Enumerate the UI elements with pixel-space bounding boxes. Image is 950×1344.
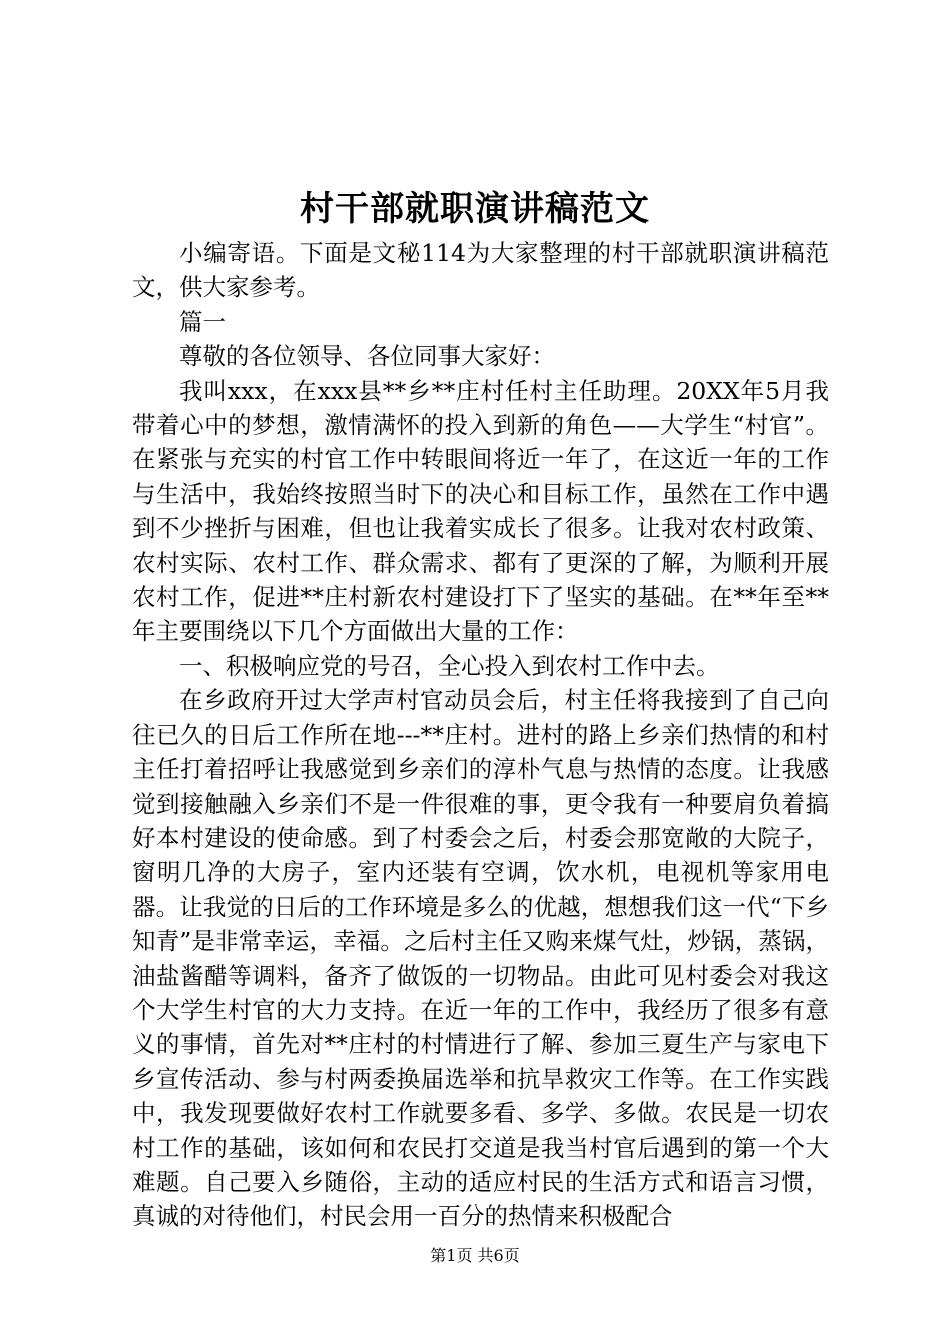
document-body bbox=[132, 236, 829, 1234]
paragraph-section-label: 篇一 bbox=[179, 307, 226, 336]
document-title: 村干部就职演讲稿范文 bbox=[300, 189, 650, 229]
paragraph-salutation: 尊敬的各位领导、各位同事大家好： bbox=[179, 342, 555, 371]
page-footer: 第1页 共6页 bbox=[430, 1246, 520, 1265]
paragraph-village-work: 在乡政府开过大学声村官动员会后，村主任将我接到了自己向往已久的日后工作所在地---**庄村。进村的路上乡亲们热情的和村主任打着招呼让我感觉到乡亲们的淳朴气息与热情的态度。让我感觉到接触融入乡亲们不是一件很难的事，更令我有一种要肩负着搞好本村建设的使命感。到了村委会之后，村委会那宽敞的大院子，窗明几净的大房子，室内还装有空调，饮水机，电视机等家用电器。让我觉的日后的工作环境是多么的优越，想想我们这一代“下乡知青”是非常幸运，幸福。之后村主任又购来煤气灶，炒锅，蒸锅，油盐酱醋等调料，备齐了做饭的一切物品。由此可见村委会对我这个大学生村官的大力支持。在近一年的工作中，我经历了很多有意义的事情，首先对**庄村的村情进行了解、参加三夏生产与家电下乡宣传活动、参与村两委换届选举和抗旱救灾工作等。在工作实践中，我发现要做好农村工作就要多看、多学、多做。农民是一切农村工作的基础，该如何和农民打交道是我当村官后遇到的第一个大难题。自己要入乡随俗，主动的适应村民的生活方式和语言习惯，真诚的对待他们，村民会用一百分的热情来积极配合 bbox=[132, 686, 829, 1231]
paragraph-intro: 小编寄语。下面是文秘114为大家整理的村干部就职演讲稿范文，供大家参考。 bbox=[132, 239, 829, 302]
paragraph-self-introduction: 我叫xxx，在xxx县**乡**庄村任村主任助理。20XX年5月我带着心中的梦想，激情满怀的投入到新的角色——大学生“村官”。在紧张与充实的村官工作中转眼间将近一年了，在这近一年的工作与生活中，我始终按照当时下的决心和目标工作，虽然在工作中遇到不少挫折与困难，但也让我着实成长了很多。让我对农村政策、农村实际、农村工作、群众需求、都有了更深的了解，为顺利开展农村工作，促进**庄村新农村建设打下了坚实的基础。在**年至**年主要围绕以下几个方面做出大量的工作： bbox=[132, 376, 829, 646]
paragraph-heading-one: 一、积极响应党的号召，全心投入到农村工作中去。 bbox=[179, 651, 720, 680]
